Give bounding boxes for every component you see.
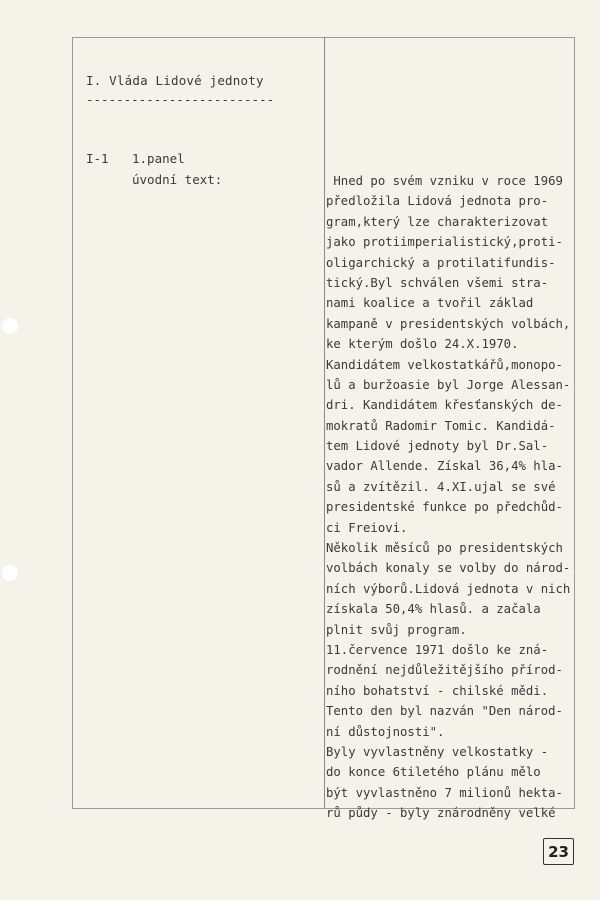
section-heading-underline: ------------------------- <box>86 92 275 107</box>
text-line: ke kterým došlo 24.X.1970. <box>326 337 519 352</box>
page-number: 23 <box>543 838 574 865</box>
text-line: 11.července 1971 došlo ke zná- <box>326 642 549 657</box>
text-line: předložila Lidová jednota pro- <box>326 194 549 209</box>
text-line: Tento den byl nazván "Den národ- <box>326 704 563 719</box>
text-line: nami koalice a tvořil základ <box>326 296 534 311</box>
text-line: Byly vyvlastněny velkostatky - <box>326 744 549 759</box>
text-line: plnit svůj program. <box>326 622 467 637</box>
text-line: do konce 6tiletého plánu mělo <box>326 765 541 780</box>
text-line: rů půdy - byly znárodněny velké <box>326 806 556 821</box>
text-line: Několik měsíců po presidentských <box>326 541 563 556</box>
text-line: Kandidátem velkostatkářů,monopo- <box>326 357 563 372</box>
text-line: volbách konaly se volby do národ- <box>326 561 571 576</box>
text-line: mokratů Radomir Tomic. Kandidá- <box>326 418 556 433</box>
text-line: gram,který lze charakterizovat <box>326 214 549 229</box>
text-line: rodnění nejdůležitějšího přírod- <box>326 663 563 678</box>
text-line: Hned po svém vzniku v roce 1969 <box>326 174 563 188</box>
punch-hole-bottom <box>2 565 18 581</box>
section-heading: I. Vláda Lidové jednoty <box>86 73 264 88</box>
subsection-label: úvodní text: <box>132 172 223 187</box>
text-line: oligarchický a protilatifundis- <box>326 255 556 270</box>
text-line: ní důstojnosti". <box>326 724 445 739</box>
punch-hole-top <box>2 318 18 334</box>
text-line: ních výborů.Lidová jednota v nich <box>326 581 571 596</box>
text-line: tický.Byl schválen všemi stra- <box>326 275 549 290</box>
text-line: tem Lidové jednoty byl Dr.Sal- <box>326 439 549 454</box>
text-line: získala 50,4% hlasů. a začala <box>326 602 541 617</box>
body-text-column <box>326 171 588 824</box>
text-line: kampaně v presidentských volbách, <box>326 316 571 331</box>
column-divider <box>324 37 325 809</box>
text-line: sů a zvítězil. 4.XI.ujal se své <box>326 479 556 494</box>
text-line: ního bohatství - chilské mědi. <box>326 683 549 698</box>
text-line: presidentské funkce po předchůd- <box>326 500 563 515</box>
subsection-id: I-1 <box>86 151 109 166</box>
text-line: ci Freiovi. <box>326 520 408 535</box>
text-line: dri. Kandidátem křesťanských de- <box>326 398 563 413</box>
text-line: jako protiimperialistický,proti- <box>326 235 563 250</box>
text-line: vador Allende. Získal 36,4% hla- <box>326 459 563 474</box>
subsection-title: 1.panel <box>132 151 185 166</box>
text-line: být vyvlastněno 7 milionů hekta- <box>326 785 563 800</box>
text-line: lů a buržoasie byl Jorge Alessan- <box>326 377 571 392</box>
